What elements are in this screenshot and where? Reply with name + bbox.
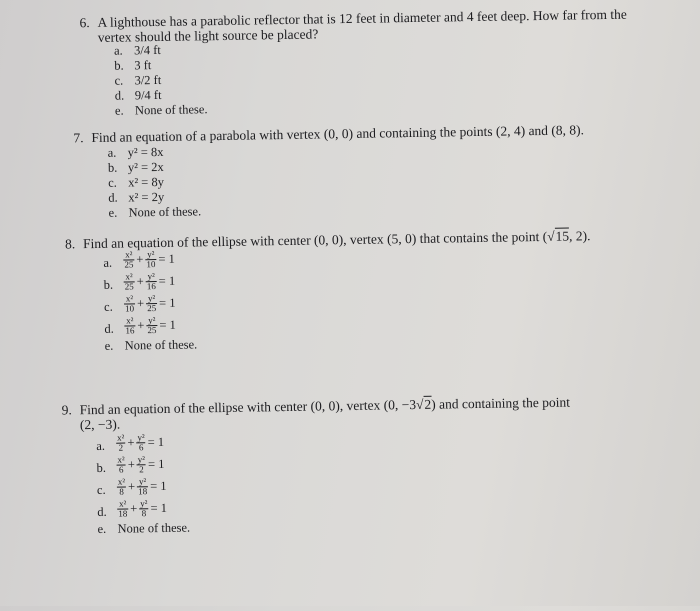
option-d[interactable]: d. $\frac{\text{x²}}{18}$ + $\frac{\text{y²}}{8}$ = 1 bbox=[97, 499, 190, 522]
options-7 bbox=[108, 144, 202, 220]
option-b[interactable]: b. $\frac{\text{x²}}{6}$ + $\frac{\text{y²}}{2}$ = 1 bbox=[96, 455, 189, 478]
option-equation: $\frac{\text{x²}}{8}$ + $\frac{\text{y²}}{18}$ = 1 bbox=[117, 476, 167, 497]
fraction: $\frac{\text{x²}}{25}$ bbox=[124, 271, 134, 292]
fraction: $\frac{\text{x²}}{25}$ bbox=[124, 249, 134, 270]
fraction: $\frac{\text{y²}}{18}$ bbox=[138, 476, 148, 497]
option-d[interactable]: d. 9/4 ft bbox=[114, 87, 162, 103]
fraction: $\frac{\text{y²}}{25}$ bbox=[147, 293, 157, 314]
question-stem: Find an equation of the ellipse with center (0, 0), vertex (5, 0) that contains the point (√15, 2). bbox=[82, 228, 591, 252]
sqrt-expression: √2 bbox=[415, 396, 432, 412]
fraction: $\frac{\text{x²}}{16}$ bbox=[125, 315, 135, 336]
option-a[interactable]: a. y² = 8x bbox=[107, 144, 164, 160]
question-number: 9. bbox=[61, 402, 72, 418]
fraction: $\frac{\text{x²}}{6}$ bbox=[117, 454, 125, 475]
question-stem: Find an equation of the ellipse with center (0, 0), vertex (0, −3√2) and containing the point bbox=[79, 394, 571, 418]
fraction: $\frac{\text{x²}}{18}$ bbox=[118, 498, 128, 519]
options-8 bbox=[103, 249, 197, 353]
question-number: 7. bbox=[73, 130, 84, 146]
option-a[interactable]: a. $\frac{\text{x²}}{25}$ + $\frac{\text{y²}}{10}$ = 1 bbox=[103, 249, 196, 272]
fraction: $\frac{\text{y²}}{6}$ bbox=[137, 432, 145, 453]
question-9 bbox=[62, 393, 662, 432]
option-b[interactable]: b. 3 ft bbox=[114, 58, 152, 73]
option-equation: $\frac{\text{x²}}{6}$ + $\frac{\text{y²}}{2}$ = 1 bbox=[117, 454, 165, 475]
option-c[interactable]: c. x² = 8y bbox=[108, 174, 165, 190]
option-d[interactable]: d. $\frac{\text{x²}}{16}$ + $\frac{\text{y²}}{25}$ = 1 bbox=[104, 315, 197, 338]
question-7 bbox=[73, 121, 653, 145]
option-equation: $\frac{\text{x²}}{18}$ + $\frac{\text{y²}}{8}$ = 1 bbox=[118, 498, 168, 519]
options-6 bbox=[114, 42, 208, 118]
option-e[interactable]: e. None of these. bbox=[97, 520, 191, 536]
question-stem: A lighthouse has a parabolic reflector that is 12 feet in diameter and 4 feet deep. How far from the bbox=[97, 6, 627, 30]
options-9 bbox=[96, 433, 190, 537]
fraction: $\frac{\text{x²}}{8}$ bbox=[117, 476, 126, 497]
fraction: $\frac{\text{y²}}{25}$ bbox=[147, 315, 157, 336]
option-e[interactable]: e. None of these. bbox=[108, 204, 202, 220]
option-e[interactable]: e. None of these. bbox=[114, 102, 208, 118]
fraction: $\frac{\text{x²}}{10}$ bbox=[125, 293, 135, 314]
option-c[interactable]: c. $\frac{\text{x²}}{8}$ + $\frac{\text{y²}}{18}$ = 1 bbox=[97, 477, 190, 500]
option-a[interactable]: a. 3/4 ft bbox=[113, 42, 161, 58]
option-equation: $\frac{\text{x²}}{25}$ + $\frac{\text{y²}}{10}$ = 1 bbox=[124, 249, 175, 270]
question-stem-continued: (2, −3). bbox=[79, 416, 121, 433]
fraction: $\frac{\text{y²}}{10}$ bbox=[146, 249, 156, 270]
option-equation: $\frac{\text{x²}}{2}$ + $\frac{\text{y²}}{6}$ = 1 bbox=[117, 432, 165, 453]
option-d[interactable]: d. x² = 2y bbox=[108, 189, 165, 205]
fraction: $\frac{\text{y²}}{2}$ bbox=[137, 454, 146, 475]
option-equation: $\frac{\text{x²}}{16}$ + $\frac{\text{y²}}{25}$ = 1 bbox=[125, 315, 176, 336]
option-b[interactable]: b. $\frac{\text{x²}}{25}$ + $\frac{\text{y²}}{16}$ = 1 bbox=[104, 271, 197, 294]
question-number: 8. bbox=[64, 236, 76, 252]
option-equation: $\frac{\text{x²}}{10}$ + $\frac{\text{y²}}{25}$ = 1 bbox=[125, 293, 176, 314]
option-equation: $\frac{\text{x²}}{25}$ + $\frac{\text{y²}}{16}$ = 1 bbox=[124, 271, 176, 292]
question-stem: Find an equation of a parabola with vertex (0, 0) and containing the points (2, 4) and (8, 8). bbox=[91, 122, 585, 146]
sqrt-expression: √15 bbox=[547, 228, 570, 244]
option-c[interactable]: c. $\frac{\text{x²}}{10}$ + $\frac{\text{y²}}{25}$ = 1 bbox=[104, 293, 197, 316]
fraction: $\frac{\text{x²}}{2}$ bbox=[117, 432, 125, 453]
question-8 bbox=[65, 227, 665, 251]
option-c[interactable]: c. 3/2 ft bbox=[114, 72, 162, 88]
fraction: $\frac{\text{y²}}{8}$ bbox=[140, 498, 148, 519]
option-e[interactable]: e. None of these. bbox=[104, 337, 198, 353]
fraction: $\frac{\text{y²}}{16}$ bbox=[146, 271, 156, 292]
question-stem-continued: vertex should the light source be placed? bbox=[97, 26, 319, 45]
option-a[interactable]: a. $\frac{\text{x²}}{2}$ + $\frac{\text{y²}}{6}$ = 1 bbox=[96, 433, 189, 456]
option-b[interactable]: b. y² = 2x bbox=[107, 159, 164, 175]
question-6 bbox=[79, 6, 639, 45]
question-number: 6. bbox=[79, 15, 90, 31]
